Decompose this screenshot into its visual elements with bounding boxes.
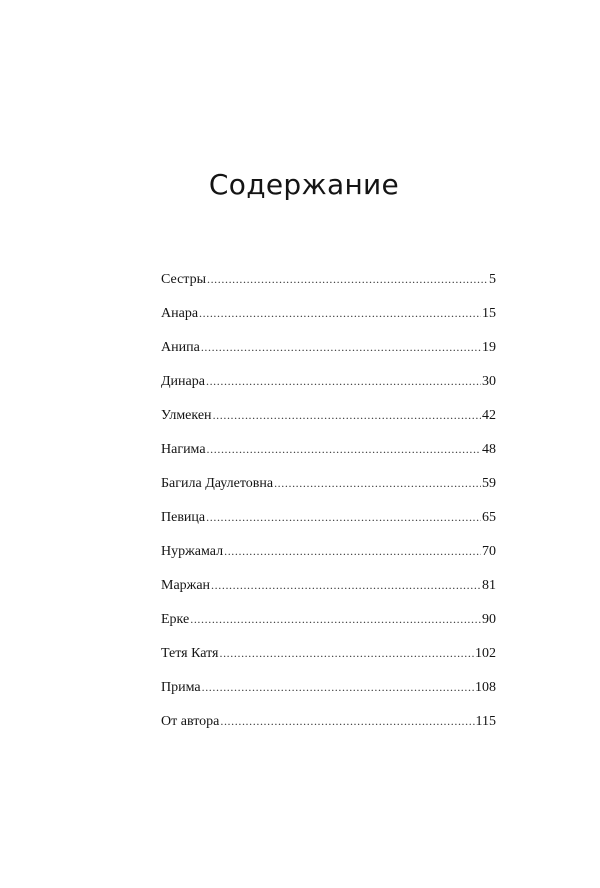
toc-entry-title: Маржан xyxy=(161,578,211,593)
toc-entry-title: Динара xyxy=(161,374,205,389)
dot-leader xyxy=(201,330,481,364)
toc-entry-page: 15 xyxy=(482,306,496,321)
toc-entry-page: 108 xyxy=(475,680,496,695)
toc-entry[interactable] xyxy=(161,568,496,602)
toc-entry-title: Певица xyxy=(161,510,206,525)
toc-entry[interactable] xyxy=(161,670,496,704)
toc-entry-title: Багила Даулетовна xyxy=(161,476,274,491)
dot-leader xyxy=(219,636,474,670)
dot-leader xyxy=(213,398,481,432)
toc-entry-page: 19 xyxy=(482,340,496,355)
dot-leader xyxy=(211,568,481,602)
toc-entry[interactable] xyxy=(161,500,496,534)
toc-entry[interactable] xyxy=(161,466,496,500)
toc-entry[interactable] xyxy=(161,704,496,738)
toc-entry[interactable] xyxy=(161,602,496,636)
toc-entry-title: Нуржамал xyxy=(161,544,224,559)
toc-entry-page: 48 xyxy=(482,442,496,457)
toc-entry-title: Нагима xyxy=(161,442,206,457)
toc-entry-page: 30 xyxy=(482,374,496,389)
toc-entry-title: Тетя Катя xyxy=(161,646,219,661)
dot-leader xyxy=(206,500,481,534)
toc-entry-page: 70 xyxy=(482,544,496,559)
toc-entry-title: Анара xyxy=(161,306,199,321)
toc-entry-page: 90 xyxy=(482,612,496,627)
toc-entry-page: 102 xyxy=(475,646,496,661)
toc-entry[interactable] xyxy=(161,432,496,466)
toc-entry-page: 115 xyxy=(475,714,496,729)
toc-entry-title: Ерке xyxy=(161,612,190,627)
dot-leader xyxy=(274,466,481,500)
toc-entry[interactable] xyxy=(161,364,496,398)
toc-entry-page: 65 xyxy=(482,510,496,525)
toc-entry-title: Сестры xyxy=(161,272,206,287)
dot-leader xyxy=(206,364,481,398)
toc-entry[interactable] xyxy=(161,296,496,330)
dot-leader xyxy=(199,296,481,330)
page-title: Содержание xyxy=(208,168,400,201)
table-of-contents xyxy=(161,262,496,738)
dot-leader xyxy=(190,602,481,636)
toc-entry-title: Анипа xyxy=(161,340,200,355)
toc-entry[interactable] xyxy=(161,534,496,568)
toc-entry-title: Прима xyxy=(161,680,201,695)
toc-entry-page: 81 xyxy=(482,578,496,593)
dot-leader xyxy=(220,704,474,738)
dot-leader xyxy=(207,262,488,296)
toc-entry-title: От автора xyxy=(161,714,220,729)
toc-entry-title: Улмекен xyxy=(161,408,212,423)
toc-entry-page: 42 xyxy=(482,408,496,423)
toc-entry[interactable] xyxy=(161,636,496,670)
toc-entry[interactable] xyxy=(161,262,496,296)
toc-entry-page: 5 xyxy=(489,272,496,287)
toc-entry[interactable] xyxy=(161,330,496,364)
toc-entry[interactable] xyxy=(161,398,496,432)
toc-entry-page: 59 xyxy=(482,476,496,491)
dot-leader xyxy=(202,670,474,704)
dot-leader xyxy=(207,432,481,466)
dot-leader xyxy=(224,534,481,568)
